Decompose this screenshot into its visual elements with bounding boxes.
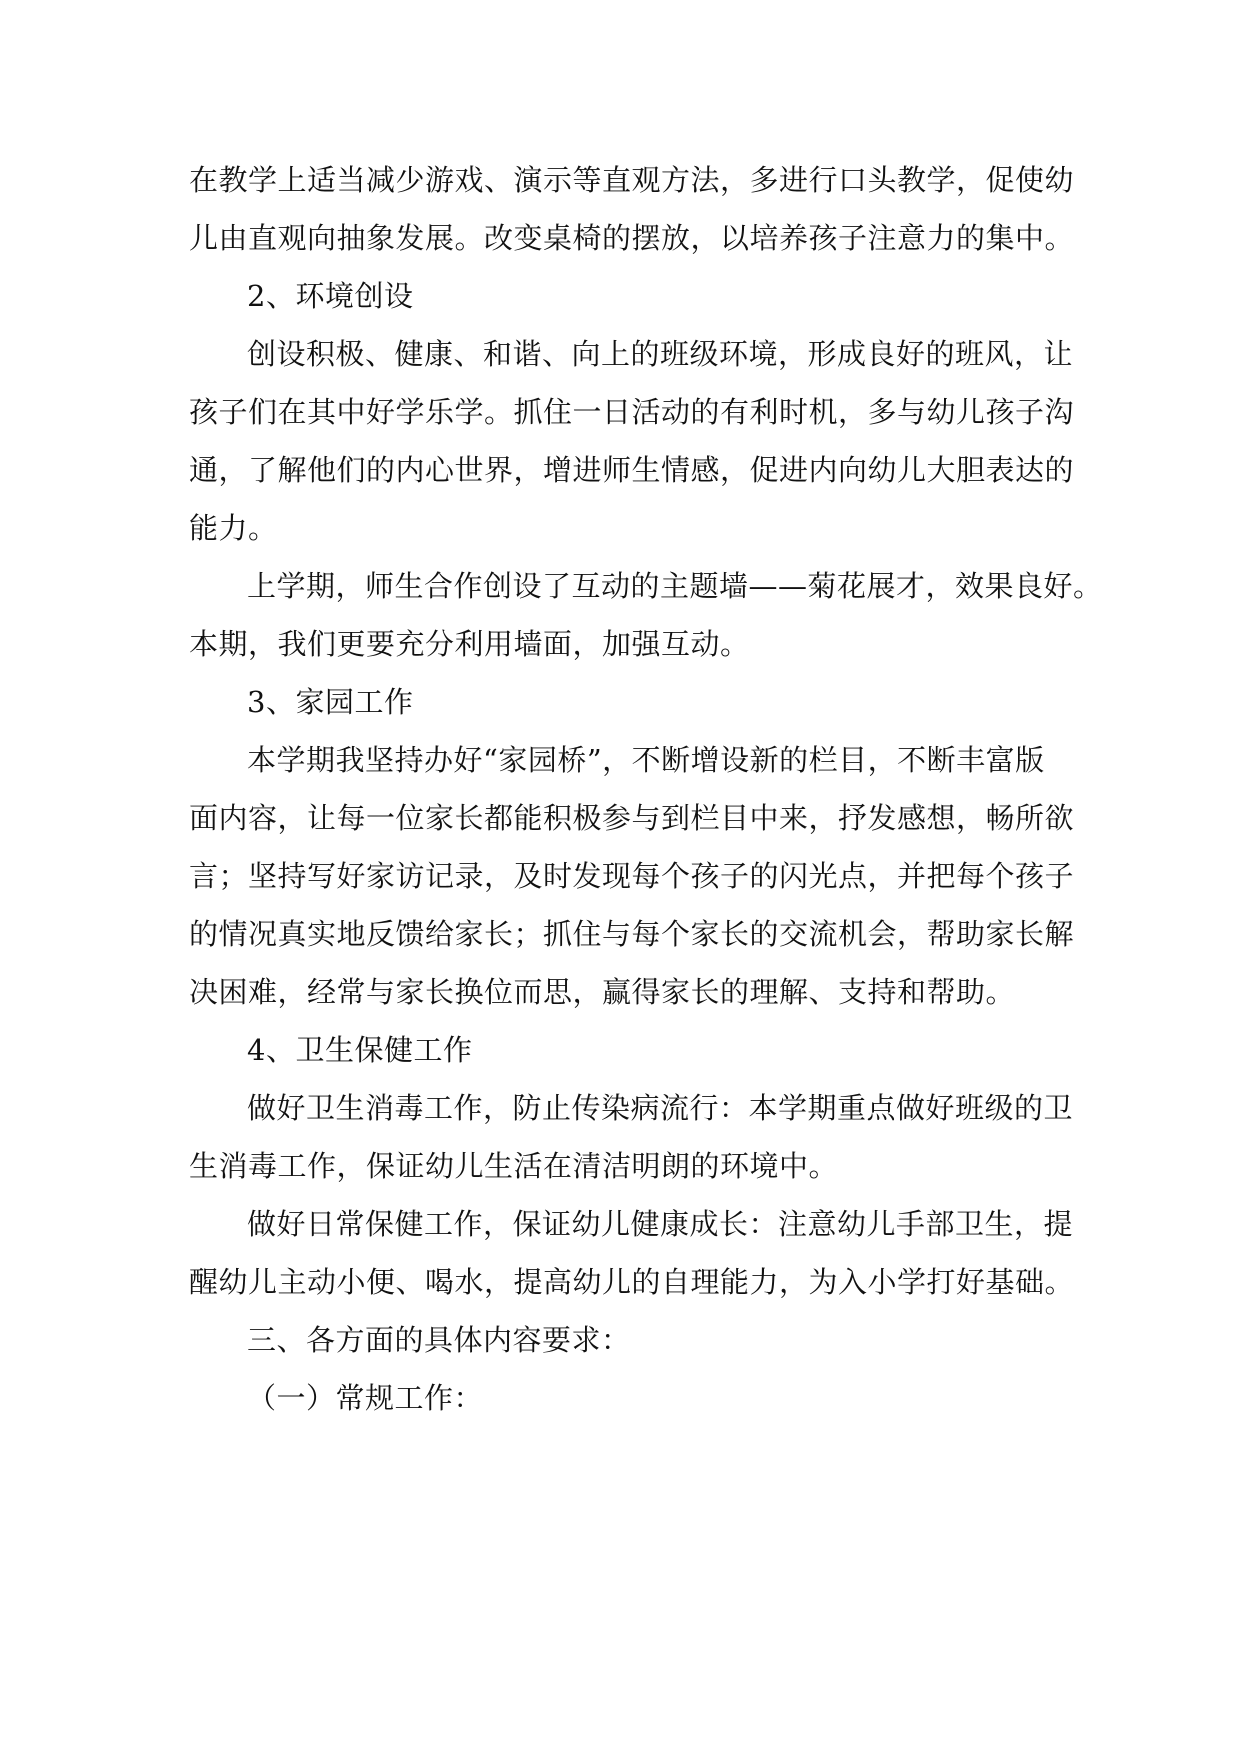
body-text-line: 本学期我坚持办好“家园桥”，不断增设新的栏目，不断丰富版 [247,743,1045,777]
body-text-line: 通，了解他们的内心世界，增进师生情感，促进内向幼儿大胆表达的 [189,453,1075,487]
body-text-line: 上学期，师生合作创设了互动的主题墙——菊花展才，效果良好。 [247,569,1103,603]
body-text-line: 本期，我们更要充分利用墙面，加强互动。 [189,627,750,661]
body-text-line: 面内容，让每一位家长都能积极参与到栏目中来，抒发感想，畅所欲 [189,801,1075,835]
body-text-line: 生消毒工作，保证幼儿生活在清洁明朗的环境中。 [189,1149,839,1183]
section-heading: 3、家园工作 [247,685,414,719]
body-text-line: 做好日常保健工作，保证幼儿健康成长：注意幼儿手部卫生，提 [247,1207,1074,1241]
body-text-line: 创设积极、健康、和谐、向上的班级环境，形成良好的班风，让 [247,337,1074,371]
section-heading: 2、环境创设 [247,279,414,313]
body-text-line: 醒幼儿主动小便、喝水，提高幼儿的自理能力，为入小学打好基础。 [189,1265,1075,1299]
body-text-line: 孩子们在其中好学乐学。抓住一日活动的有利时机，多与幼儿孩子沟 [189,395,1075,429]
body-text-line: 决困难，经常与家长换位而思，赢得家长的理解、支持和帮助。 [189,975,1016,1009]
body-text-line: 做好卫生消毒工作，防止传染病流行：本学期重点做好班级的卫 [247,1091,1074,1125]
body-text-line: 的情况真实地反馈给家长；抓住与每个家长的交流机会，帮助家长解 [189,917,1075,951]
subsection-heading: （一）常规工作： [247,1381,484,1415]
section-heading: 三、各方面的具体内容要求： [247,1323,631,1357]
body-text-line: 在教学上适当减少游戏、演示等直观方法，多进行口头教学，促使幼 [189,163,1075,197]
body-text-line: 言；坚持写好家访记录，及时发现每个孩子的闪光点，并把每个孩子 [189,859,1075,893]
body-text-line: 能力。 [189,511,278,545]
section-heading: 4、卫生保健工作 [247,1033,473,1067]
body-text-line: 儿由直观向抽象发展。改变桌椅的摆放，以培养孩子注意力的集中。 [189,221,1075,255]
